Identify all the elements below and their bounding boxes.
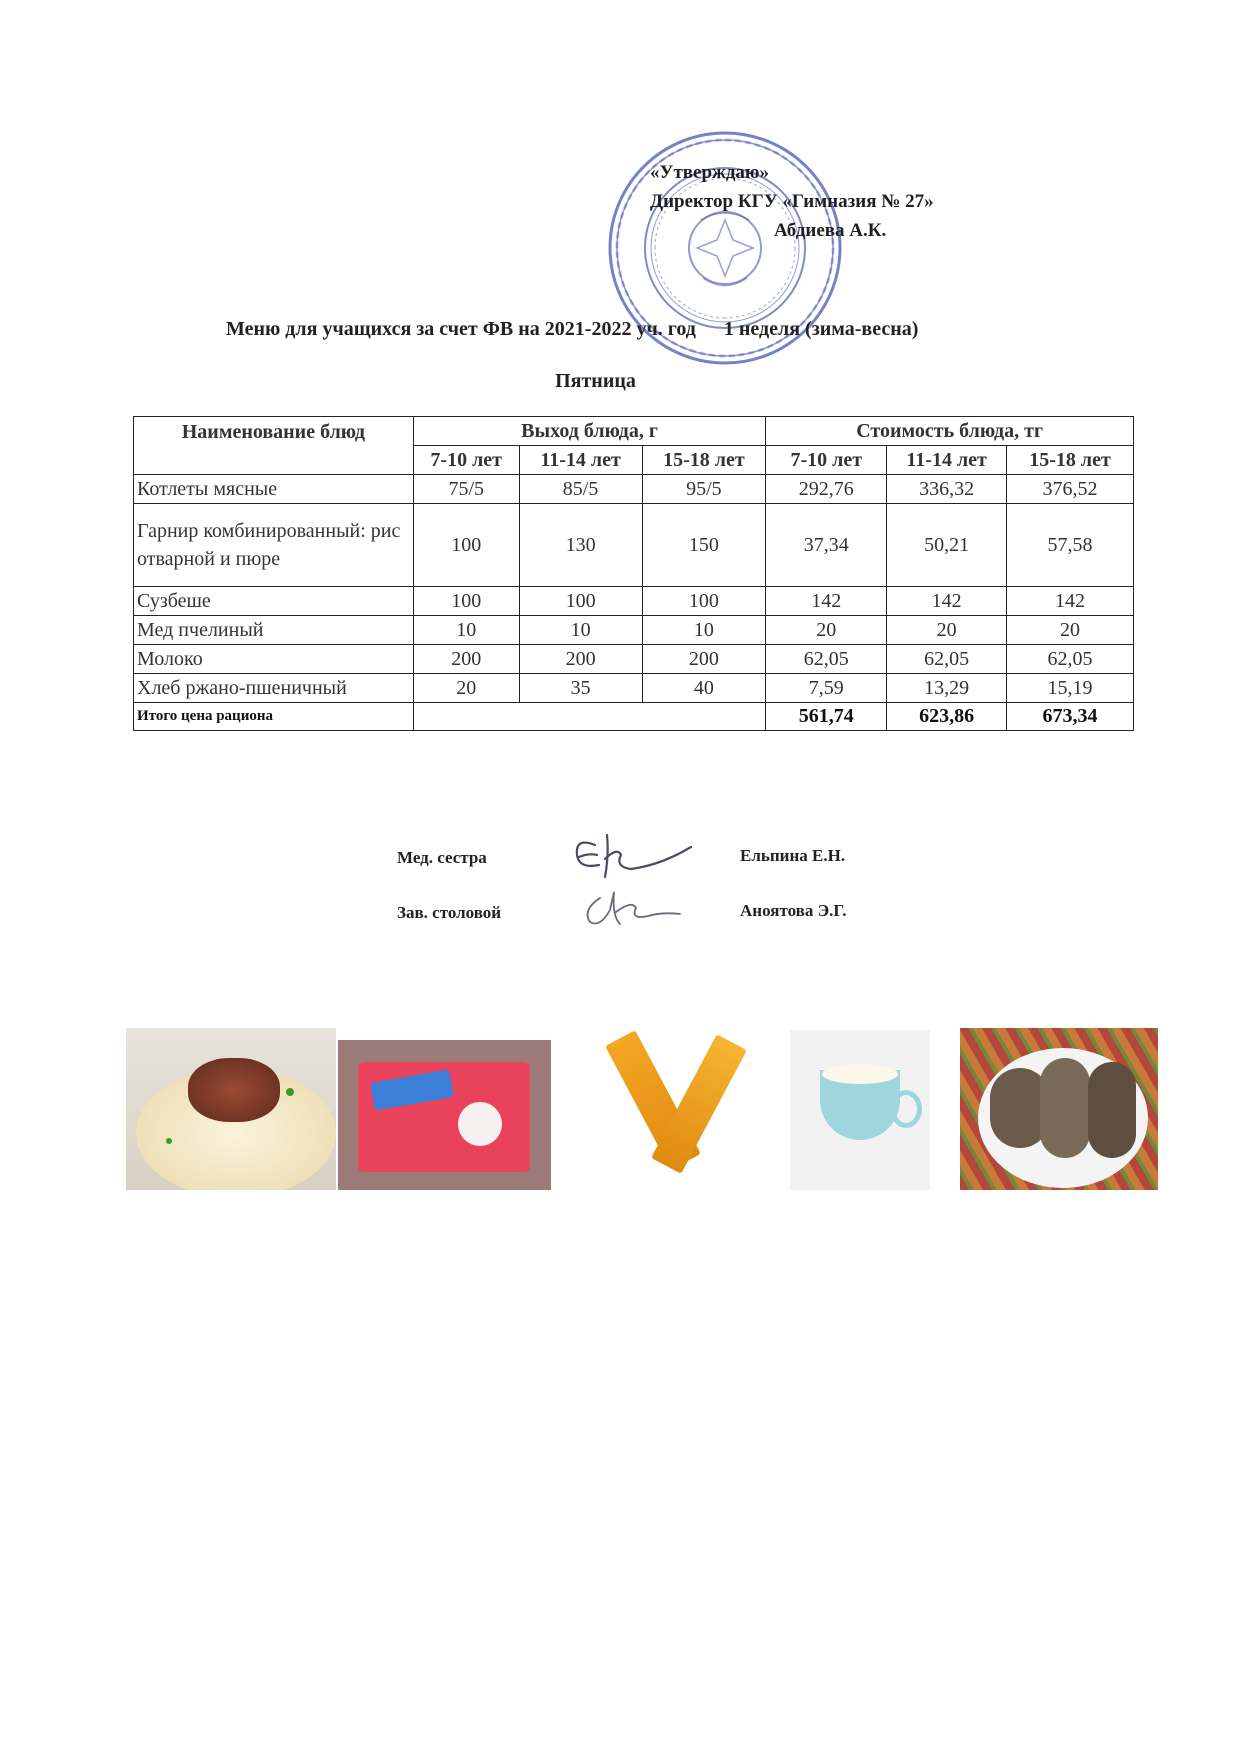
milk-cup-photo <box>790 1030 930 1190</box>
cost-cell: 7,59 <box>766 674 887 703</box>
dish-name: Мед пчелиный <box>134 616 414 645</box>
header-yield-age-3: 15-18 лет <box>642 446 766 475</box>
cost-cell: 13,29 <box>887 674 1007 703</box>
dish-name: Хлеб ржано-пшеничный <box>134 674 414 703</box>
dish-name: Сузбеше <box>134 587 414 616</box>
yield-cell: 10 <box>413 616 519 645</box>
header-cost-age-2: 11-14 лет <box>887 446 1007 475</box>
table-row <box>134 645 1134 674</box>
yield-cell: 200 <box>519 645 642 674</box>
cost-cell: 336,32 <box>887 475 1007 504</box>
cost-cell: 50,21 <box>887 504 1007 587</box>
header-cost-age-1: 7-10 лет <box>766 446 887 475</box>
yield-cell: 40 <box>642 674 766 703</box>
yield-cell: 100 <box>413 504 519 587</box>
table-row <box>134 616 1134 645</box>
table-row <box>134 587 1134 616</box>
signature-role-canteen-head: Зав. столовой <box>397 903 502 922</box>
cost-cell: 142 <box>766 587 887 616</box>
yield-cell: 130 <box>519 504 642 587</box>
table-row <box>134 504 1134 587</box>
approval-line-1: «Утверждаю» <box>650 162 769 183</box>
cost-cell: 142 <box>887 587 1007 616</box>
header-cost-age-3: 15-18 лет <box>1007 446 1134 475</box>
rye-bread-slices-photo <box>960 1028 1158 1190</box>
signature-name-nurse: Ельпина Е.Н. <box>740 846 846 865</box>
yield-cell: 100 <box>413 587 519 616</box>
table-row <box>134 475 1134 504</box>
total-value: 623,86 <box>887 703 1007 731</box>
header-cost: Стоимость блюда, тг <box>766 417 1134 446</box>
yield-cell: 20 <box>413 674 519 703</box>
cost-cell: 20 <box>1007 616 1134 645</box>
yield-cell: 95/5 <box>642 475 766 504</box>
menu-title <box>226 318 918 341</box>
yield-cell: 10 <box>642 616 766 645</box>
signature-role-nurse: Мед. сестра <box>397 848 487 867</box>
cost-cell: 142 <box>1007 587 1134 616</box>
approval-block <box>650 158 934 245</box>
yield-cell: 100 <box>642 587 766 616</box>
approval-line-2: Директор КГУ «Гимназия № 27» <box>650 191 934 212</box>
signature-canteen-head-handwritten <box>570 880 690 940</box>
yield-cell: 35 <box>519 674 642 703</box>
yield-cell: 100 <box>519 587 642 616</box>
menu-title-main: Меню для учащихся за счет ФВ на 2021-2022 уч. год <box>226 318 696 340</box>
cost-cell: 292,76 <box>766 475 887 504</box>
cost-cell: 62,05 <box>887 645 1007 674</box>
menu-table <box>133 416 1134 731</box>
header-yield-age-1: 7-10 лет <box>413 446 519 475</box>
total-row <box>134 703 1134 731</box>
cost-cell: 37,34 <box>766 504 887 587</box>
table-row <box>134 674 1134 703</box>
total-value: 673,34 <box>1007 703 1134 731</box>
total-value: 561,74 <box>766 703 887 731</box>
header-yield-age-2: 11-14 лет <box>519 446 642 475</box>
day-of-week <box>0 370 1241 393</box>
honey-sticks-photo <box>586 1020 756 1180</box>
yield-cell: 200 <box>642 645 766 674</box>
menu-title-week: 1 неделя (зима-весна) <box>723 318 919 340</box>
yield-cell: 75/5 <box>413 475 519 504</box>
header-yield: Выход блюда, г <box>413 417 766 446</box>
dish-name: Гарнир комбинированный: рис отварной и пюре <box>134 504 414 587</box>
cost-cell: 15,19 <box>1007 674 1134 703</box>
total-label: Итого цена рациона <box>134 703 414 731</box>
cost-cell: 20 <box>766 616 887 645</box>
day-label: Пятница <box>555 370 636 392</box>
dish-name: Котлеты мясные <box>134 475 414 504</box>
cost-cell: 62,05 <box>766 645 887 674</box>
signature-name-canteen-head: Аноятова Э.Г. <box>740 901 847 920</box>
cutlet-with-mashed-potatoes-photo <box>126 1028 336 1190</box>
cost-cell: 62,05 <box>1007 645 1134 674</box>
yield-cell: 200 <box>413 645 519 674</box>
curd-dessert-package-photo <box>338 1040 551 1190</box>
cost-cell: 57,58 <box>1007 504 1134 587</box>
approval-line-3: Абдиева А.К. <box>774 220 887 241</box>
cost-cell: 20 <box>887 616 1007 645</box>
header-dish-name: Наименование блюд <box>134 417 414 475</box>
yield-cell: 150 <box>642 504 766 587</box>
cost-cell: 376,52 <box>1007 475 1134 504</box>
total-empty-cell <box>413 703 766 731</box>
dish-name: Молоко <box>134 645 414 674</box>
yield-cell: 85/5 <box>519 475 642 504</box>
yield-cell: 10 <box>519 616 642 645</box>
